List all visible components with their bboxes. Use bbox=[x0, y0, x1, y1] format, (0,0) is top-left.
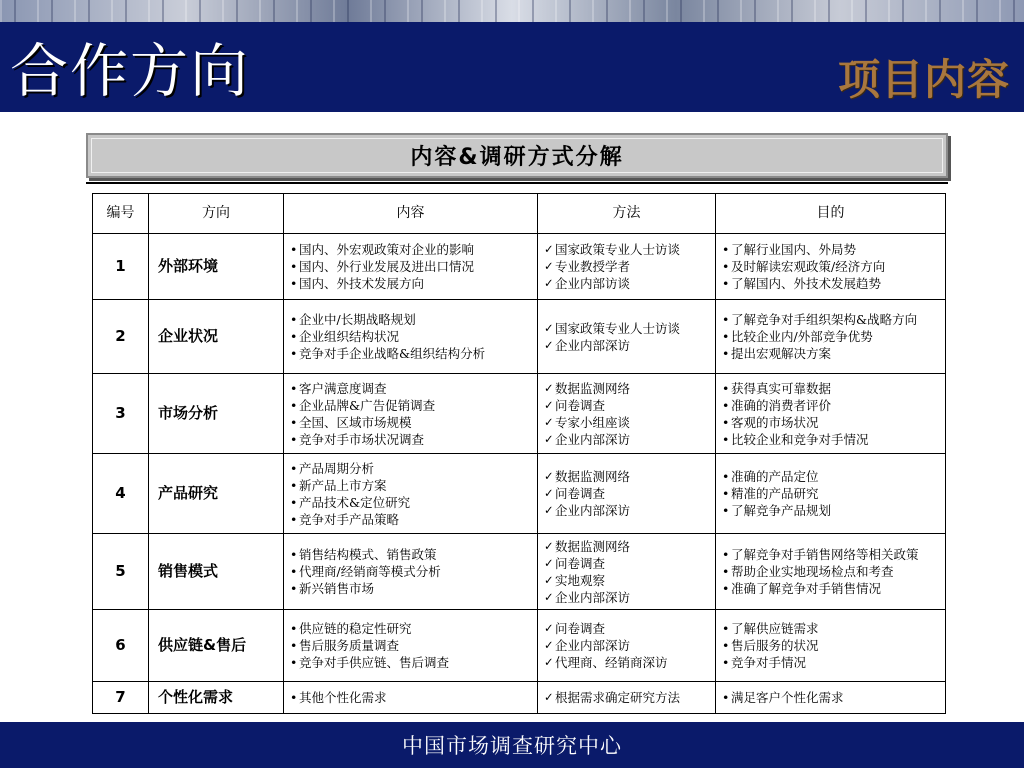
row-direction: 企业状况 bbox=[149, 300, 284, 374]
list-item: • 满足客户个性化需求 bbox=[722, 689, 939, 706]
row-goals-list bbox=[722, 380, 939, 448]
list-item: • 售后服务质量调查 bbox=[290, 637, 531, 654]
list-item: • 售后服务的状况 bbox=[722, 637, 939, 654]
list-item: ✓ 国家政策专业人士访谈 bbox=[544, 320, 709, 337]
list-item: • 竞争对手市场状况调查 bbox=[290, 431, 531, 448]
list-item: • 其他个性化需求 bbox=[290, 689, 531, 706]
list-item: ✓ 专家小组座谈 bbox=[544, 414, 709, 431]
list-item: • 企业品牌&广告促销调查 bbox=[290, 397, 531, 414]
row-methods-list bbox=[544, 620, 709, 671]
row-content bbox=[284, 234, 538, 300]
table-row bbox=[93, 300, 946, 374]
row-methods-list bbox=[544, 468, 709, 519]
banner-divider bbox=[86, 182, 948, 184]
header-goal: 目的 bbox=[716, 194, 946, 234]
row-methods-list bbox=[544, 241, 709, 292]
row-direction: 产品研究 bbox=[149, 454, 284, 534]
list-item: • 及时解读宏观政策/经济方向 bbox=[722, 258, 939, 275]
list-item: • 客户满意度调查 bbox=[290, 380, 531, 397]
list-item: ✓ 根据需求确定研究方法 bbox=[544, 689, 709, 706]
row-content-list bbox=[290, 460, 531, 528]
list-item: ✓ 企业内部深访 bbox=[544, 637, 709, 654]
list-item: • 获得真实可靠数据 bbox=[722, 380, 939, 397]
row-content-list bbox=[290, 311, 531, 362]
table-body bbox=[93, 234, 946, 714]
header-method: 方法 bbox=[538, 194, 716, 234]
list-item: • 了解行业国内、外局势 bbox=[722, 241, 939, 258]
list-item: ✓ 企业内部深访 bbox=[544, 337, 709, 354]
list-item: • 了解竞争产品规划 bbox=[722, 502, 939, 519]
row-methods bbox=[538, 454, 716, 534]
table-row bbox=[93, 610, 946, 682]
row-methods bbox=[538, 234, 716, 300]
row-number: 1 bbox=[93, 234, 149, 300]
row-direction: 销售模式 bbox=[149, 534, 284, 610]
list-item: • 国内、外技术发展方向 bbox=[290, 275, 531, 292]
research-table bbox=[92, 193, 946, 714]
list-item: ✓ 企业内部访谈 bbox=[544, 275, 709, 292]
header-content: 内容 bbox=[284, 194, 538, 234]
row-content bbox=[284, 610, 538, 682]
list-item: • 竞争对手情况 bbox=[722, 654, 939, 671]
list-item: ✓ 问卷调查 bbox=[544, 620, 709, 637]
list-item: ✓ 数据监测网络 bbox=[544, 538, 709, 555]
row-content-list bbox=[290, 241, 531, 292]
row-content-list bbox=[290, 546, 531, 597]
list-item: • 全国、区域市场规模 bbox=[290, 414, 531, 431]
list-item: • 企业中/长期战略规划 bbox=[290, 311, 531, 328]
row-content-list bbox=[290, 380, 531, 448]
row-content-list bbox=[290, 689, 531, 706]
list-item: • 新兴销售市场 bbox=[290, 580, 531, 597]
table-row bbox=[93, 682, 946, 714]
row-methods bbox=[538, 374, 716, 454]
list-item: ✓ 问卷调查 bbox=[544, 555, 709, 572]
list-item: ✓ 数据监测网络 bbox=[544, 380, 709, 397]
table-header-row bbox=[93, 194, 946, 234]
row-number: 4 bbox=[93, 454, 149, 534]
list-item: • 竞争对手产品策略 bbox=[290, 511, 531, 528]
list-item: ✓ 企业内部深访 bbox=[544, 431, 709, 448]
row-goals-list bbox=[722, 689, 939, 706]
list-item: • 准确的消费者评价 bbox=[722, 397, 939, 414]
row-content-list bbox=[290, 620, 531, 671]
list-item: • 准确的产品定位 bbox=[722, 468, 939, 485]
row-methods-list bbox=[544, 689, 709, 706]
row-methods bbox=[538, 534, 716, 610]
row-content bbox=[284, 682, 538, 714]
list-item: • 供应链的稳定性研究 bbox=[290, 620, 531, 637]
row-goals bbox=[716, 682, 946, 714]
list-item: • 比较企业内/外部竞争优势 bbox=[722, 328, 939, 345]
list-item: • 客观的市场状况 bbox=[722, 414, 939, 431]
banner-title: 内容&调研方式分解 bbox=[410, 145, 624, 170]
row-number: 6 bbox=[93, 610, 149, 682]
row-methods bbox=[538, 682, 716, 714]
list-item: • 国内、外行业发展及进出口情况 bbox=[290, 258, 531, 275]
list-item: • 新产品上市方案 bbox=[290, 477, 531, 494]
list-item: ✓ 企业内部深访 bbox=[544, 589, 709, 606]
row-direction: 个性化需求 bbox=[149, 682, 284, 714]
list-item: • 产品周期分析 bbox=[290, 460, 531, 477]
header-band bbox=[0, 0, 1024, 112]
header-number: 编号 bbox=[93, 194, 149, 234]
list-item: • 了解供应链需求 bbox=[722, 620, 939, 637]
row-content bbox=[284, 300, 538, 374]
row-methods-list bbox=[544, 380, 709, 448]
list-item: • 了解竞争对手组织架构&战略方向 bbox=[722, 311, 939, 328]
row-number: 5 bbox=[93, 534, 149, 610]
list-item: • 比较企业和竞争对手情况 bbox=[722, 431, 939, 448]
list-item: • 帮助企业实地现场检点和考查 bbox=[722, 563, 939, 580]
row-content bbox=[284, 374, 538, 454]
row-goals bbox=[716, 610, 946, 682]
row-goals-list bbox=[722, 546, 939, 597]
row-content bbox=[284, 454, 538, 534]
list-item: ✓ 问卷调查 bbox=[544, 397, 709, 414]
row-methods-list bbox=[544, 320, 709, 354]
list-item: • 提出宏观解决方案 bbox=[722, 345, 939, 362]
row-goals bbox=[716, 534, 946, 610]
header-direction: 方向 bbox=[149, 194, 284, 234]
row-goals-list bbox=[722, 620, 939, 671]
list-item: ✓ 实地观察 bbox=[544, 572, 709, 589]
row-direction: 市场分析 bbox=[149, 374, 284, 454]
row-goals bbox=[716, 374, 946, 454]
list-item: ✓ 数据监测网络 bbox=[544, 468, 709, 485]
section-subtitle: 项目内容 bbox=[837, 55, 1010, 104]
row-number: 3 bbox=[93, 374, 149, 454]
row-goals-list bbox=[722, 311, 939, 362]
row-methods bbox=[538, 610, 716, 682]
list-item: • 企业组织结构状况 bbox=[290, 328, 531, 345]
row-number: 2 bbox=[93, 300, 149, 374]
row-goals bbox=[716, 300, 946, 374]
row-goals-list bbox=[722, 241, 939, 292]
row-direction: 供应链&售后 bbox=[149, 610, 284, 682]
footer-band bbox=[0, 722, 1024, 768]
list-item: • 竞争对手企业战略&组织结构分析 bbox=[290, 345, 531, 362]
list-item: ✓ 企业内部深访 bbox=[544, 502, 709, 519]
list-item: • 国内、外宏观政策对企业的影响 bbox=[290, 241, 531, 258]
list-item: • 产品技术&定位研究 bbox=[290, 494, 531, 511]
row-number: 7 bbox=[93, 682, 149, 714]
list-item: • 准确了解竞争对手销售情况 bbox=[722, 580, 939, 597]
row-direction: 外部环境 bbox=[149, 234, 284, 300]
header-strip-pattern bbox=[0, 0, 1024, 22]
row-goals bbox=[716, 234, 946, 300]
list-item: • 竞争对手供应链、售后调查 bbox=[290, 654, 531, 671]
table-row bbox=[93, 374, 946, 454]
list-item: ✓ 代理商、经销商深访 bbox=[544, 654, 709, 671]
list-item: • 了解国内、外技术发展趋势 bbox=[722, 275, 939, 292]
list-item: ✓ 问卷调查 bbox=[544, 485, 709, 502]
row-goals bbox=[716, 454, 946, 534]
row-methods bbox=[538, 300, 716, 374]
table-row bbox=[93, 534, 946, 610]
row-goals-list bbox=[722, 468, 939, 519]
list-item: • 了解竞争对手销售网络等相关政策 bbox=[722, 546, 939, 563]
list-item: • 代理商/经销商等模式分析 bbox=[290, 563, 531, 580]
page-title: 合作方向 bbox=[10, 37, 251, 105]
list-item: • 销售结构模式、销售政策 bbox=[290, 546, 531, 563]
table-row bbox=[93, 234, 946, 300]
footer-organization: 中国市场调查研究中心 bbox=[402, 734, 622, 758]
table-banner bbox=[86, 133, 948, 178]
list-item: ✓ 专业教授学者 bbox=[544, 258, 709, 275]
table-row bbox=[93, 454, 946, 534]
row-content bbox=[284, 534, 538, 610]
list-item: • 精准的产品研究 bbox=[722, 485, 939, 502]
list-item: ✓ 国家政策专业人士访谈 bbox=[544, 241, 709, 258]
row-methods-list bbox=[544, 538, 709, 606]
